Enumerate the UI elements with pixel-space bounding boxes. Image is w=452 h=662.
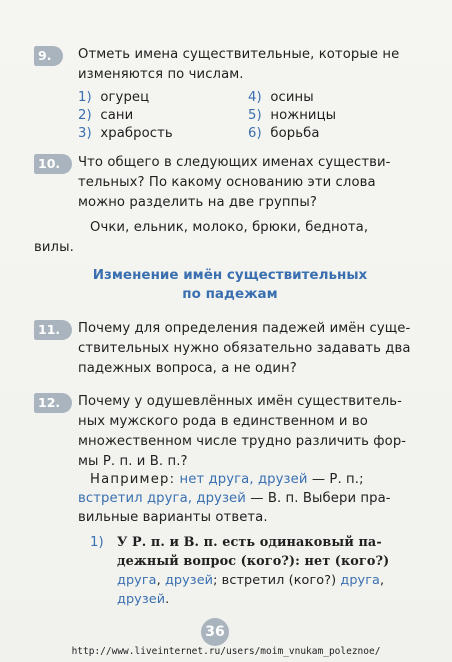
answer-1-line4: друзей.: [117, 592, 170, 607]
task-9-line2: изменяются по числам.: [78, 67, 244, 82]
task-12-example-line1: Например: нет друга, друзей — Р. п.;: [90, 472, 364, 487]
answer-1-line2: дежный вопрос (кого?): нет (кого?): [117, 554, 390, 569]
task-9-option-5: 5) ножницы: [248, 108, 337, 123]
task-9-option-3: 3) храбрость: [78, 126, 173, 141]
task-9-option-6: 6) борьба: [248, 126, 320, 141]
task-12-line3: множественном числе трудно различить фор-: [78, 434, 407, 449]
task-10-number: 10.: [34, 154, 72, 174]
answer-1-number: 1): [90, 535, 104, 550]
task-11-number: 11.: [34, 320, 72, 340]
task-9-option-4: 4) осины: [248, 90, 314, 105]
task-11-line2: ствительных нужно обязательно задавать два: [78, 341, 411, 356]
answer-1-line1: У Р. п. и В. п. есть одинаковый па-: [117, 535, 382, 550]
task-10-line2: тельных? По какому основанию эти слова: [78, 175, 376, 190]
task-10-words-line2: вилы.: [34, 240, 74, 255]
task-12-number: 12.: [34, 393, 72, 413]
task-10-line1: Что общего в следующих именах существи-: [78, 155, 391, 170]
task-10-line3: можно разделить на две группы?: [78, 195, 317, 210]
task-9-option-2: 2) сани: [78, 108, 134, 123]
task-12-line4: мы Р. п. и В. п.?: [78, 454, 188, 469]
task-9-line1: Отметь имена существительные, которые не: [78, 47, 400, 62]
task-11-line3: падежных вопроса, а не один?: [78, 361, 297, 376]
section-heading-line2: по падежам: [182, 286, 278, 302]
task-9-option-1: 1) огурец: [78, 90, 150, 105]
task-11-line1: Почему для определения падежей имён суще-: [78, 321, 411, 336]
page-number: 36: [201, 618, 229, 646]
task-12-line1: Почему у одушевлённых имён существитель-: [78, 394, 403, 409]
answer-1-line3: друга, друзей; встретил (кого?) друга,: [117, 573, 385, 588]
task-10-words-line1: Очки, ельник, молоко, брюки, беднота,: [90, 220, 369, 235]
task-9-number: 9.: [34, 46, 63, 66]
task-12-example-line3: вильные варианты ответа.: [78, 510, 268, 525]
task-12-line2: ных мужского рода в единственном и во: [78, 414, 368, 429]
section-heading-line1: Изменение имён существительных: [92, 267, 368, 283]
source-url[interactable]: http://www.liveinternet.ru/users/moim_vnukam_poleznoe/: [71, 646, 381, 657]
task-12-example-line2: встретил друга, друзей — В. п. Выбери пра-: [78, 491, 391, 506]
